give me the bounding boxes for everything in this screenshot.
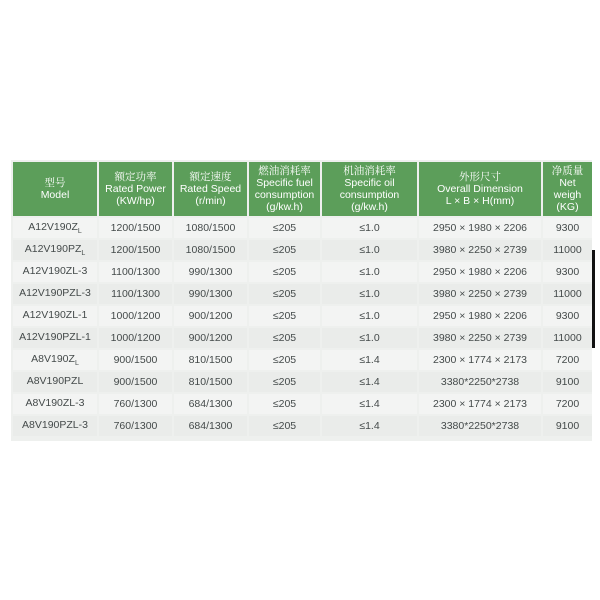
cell-oil: ≤1.0: [322, 218, 417, 238]
cell-weight: 9300: [543, 306, 592, 326]
cell-power: 760/1300: [99, 394, 172, 414]
model-name: A12V190Z: [28, 220, 78, 233]
cell-weight: 11000: [543, 328, 592, 348]
cell-fuel: ≤205: [249, 306, 320, 326]
header-net-weight-cn: 净质量: [551, 165, 584, 177]
cell-weight: 7200: [543, 350, 592, 370]
table-row: [13, 328, 592, 348]
table-row: [13, 284, 592, 304]
cell-speed: 990/1300: [174, 262, 247, 282]
header-fuel-consumption: [249, 162, 320, 216]
header-overall-dimension-unit: L × B × H(mm): [445, 195, 515, 207]
cell-fuel: ≤205: [249, 240, 320, 260]
cell-dimension: 2950 × 1980 × 2206: [419, 262, 541, 282]
cell-speed: 684/1300: [174, 416, 247, 436]
cell-speed: 1080/1500: [174, 240, 247, 260]
engine-spec-table: [11, 160, 594, 438]
table-row: [13, 350, 592, 370]
header-rated-speed: [174, 162, 247, 216]
cell-weight: 11000: [543, 284, 592, 304]
cell-weight: 9300: [543, 218, 592, 238]
cell-oil: ≤1.4: [322, 350, 417, 370]
cell-oil: ≤1.4: [322, 394, 417, 414]
model-name: A8V190PZL-3: [22, 418, 88, 431]
header-rated-speed-unit: (r/min): [195, 195, 226, 207]
model-subscript: L: [81, 250, 86, 258]
margin-rule: [592, 250, 595, 348]
cell-oil: ≤1.0: [322, 328, 417, 348]
cell-speed: 684/1300: [174, 394, 247, 414]
cell-power: 1000/1200: [99, 328, 172, 348]
model-name: A8V190PZL: [26, 374, 84, 387]
cell-model: [13, 350, 97, 370]
cell-weight: 9100: [543, 416, 592, 436]
header-overall-dimension-en: Overall Dimension: [437, 183, 523, 195]
table-row: [13, 372, 592, 392]
cell-fuel: ≤205: [249, 372, 320, 392]
cell-speed: 810/1500: [174, 372, 247, 392]
cell-fuel: ≤205: [249, 416, 320, 436]
header-oil-consumption-unit: (g/kw.h): [351, 201, 388, 213]
cell-model: [13, 416, 97, 436]
cell-model: [13, 284, 97, 304]
header-net-weight: [543, 162, 592, 216]
cell-power: 1200/1500: [99, 240, 172, 260]
header-rated-speed-cn: 额定速度: [189, 171, 232, 183]
cell-power: 1000/1200: [99, 306, 172, 326]
model-name: A8V190Z: [31, 352, 75, 365]
header-net-weight-unit: (KG): [556, 201, 579, 213]
model-name: A12V190PZL-3: [19, 286, 91, 299]
cell-power: 900/1500: [99, 372, 172, 392]
header-overall-dimension: [419, 162, 541, 216]
header-model-cn: 型号: [44, 177, 66, 189]
header-rated-power-unit: (KW/hp): [116, 195, 155, 207]
model-subscript: L: [74, 360, 79, 368]
cell-model: [13, 240, 97, 260]
cell-model: [13, 218, 97, 238]
model-name: A12V190ZL-1: [22, 308, 88, 321]
cell-oil: ≤1.0: [322, 262, 417, 282]
cell-speed: 990/1300: [174, 284, 247, 304]
header-rated-power-cn: 额定功率: [114, 171, 157, 183]
header-oil-consumption-cn: 机油消耗率: [343, 165, 396, 177]
table-row: [13, 218, 592, 238]
cell-weight: 11000: [543, 240, 592, 260]
cell-weight: 9300: [543, 262, 592, 282]
header-fuel-consumption-unit: (g/kw.h): [266, 201, 303, 213]
cell-model: [13, 328, 97, 348]
model-name: A12V190PZ: [24, 242, 82, 255]
cell-oil: ≤1.0: [322, 284, 417, 304]
cell-dimension: 3380*2250*2738: [419, 416, 541, 436]
header-rated-power: [99, 162, 172, 216]
table-row: [13, 240, 592, 260]
cell-power: 1100/1300: [99, 262, 172, 282]
cell-power: 760/1300: [99, 416, 172, 436]
cell-model: [13, 372, 97, 392]
spec-sheet: [11, 160, 592, 441]
cell-dimension: 2950 × 1980 × 2206: [419, 306, 541, 326]
header-model: [13, 162, 97, 216]
cell-dimension: 3980 × 2250 × 2739: [419, 328, 541, 348]
cell-dimension: 3980 × 2250 × 2739: [419, 284, 541, 304]
cell-model: [13, 394, 97, 414]
model-name: A8V190ZL-3: [25, 396, 85, 409]
cell-speed: 900/1200: [174, 328, 247, 348]
cell-oil: ≤1.4: [322, 372, 417, 392]
model-name: A12V190PZL-1: [19, 330, 91, 343]
cell-fuel: ≤205: [249, 218, 320, 238]
cell-dimension: 3380*2250*2738: [419, 372, 541, 392]
cell-speed: 900/1200: [174, 306, 247, 326]
header-rated-power-en: Rated Power: [105, 183, 166, 195]
cell-speed: 810/1500: [174, 350, 247, 370]
table-row: [13, 416, 592, 436]
header-overall-dimension-cn: 外形尺寸: [459, 171, 501, 183]
table-row: [13, 306, 592, 326]
cell-dimension: 3980 × 2250 × 2739: [419, 240, 541, 260]
model-name: A12V190ZL-3: [22, 264, 88, 277]
header-net-weight-en: Net weigh: [553, 177, 582, 201]
table-row: [13, 262, 592, 282]
header-rated-speed-en: Rated Speed: [179, 183, 242, 195]
header-oil-consumption-en: Specific oil consumption: [339, 177, 400, 201]
cell-oil: ≤1.4: [322, 416, 417, 436]
header-oil-consumption: [322, 162, 417, 216]
cell-power: 1100/1300: [99, 284, 172, 304]
cell-power: 900/1500: [99, 350, 172, 370]
cell-fuel: ≤205: [249, 394, 320, 414]
table-row: [13, 394, 592, 414]
cell-dimension: 2950 × 1980 × 2206: [419, 218, 541, 238]
cell-dimension: 2300 × 1774 × 2173: [419, 350, 541, 370]
model-subscript: L: [77, 228, 82, 236]
cell-weight: 9100: [543, 372, 592, 392]
header-row: [13, 162, 592, 216]
header-fuel-consumption-en: Specific fuel consumption: [254, 177, 315, 201]
cell-oil: ≤1.0: [322, 240, 417, 260]
cell-dimension: 2300 × 1774 × 2173: [419, 394, 541, 414]
cell-fuel: ≤205: [249, 262, 320, 282]
cell-model: [13, 306, 97, 326]
cell-power: 1200/1500: [99, 218, 172, 238]
cell-fuel: ≤205: [249, 328, 320, 348]
cell-fuel: ≤205: [249, 350, 320, 370]
cell-weight: 7200: [543, 394, 592, 414]
cell-oil: ≤1.0: [322, 306, 417, 326]
cell-model: [13, 262, 97, 282]
header-model-en: Model: [40, 189, 70, 201]
cell-fuel: ≤205: [249, 284, 320, 304]
header-fuel-consumption-cn: 燃油消耗率: [258, 165, 311, 177]
cell-speed: 1080/1500: [174, 218, 247, 238]
table-body: [13, 218, 592, 436]
